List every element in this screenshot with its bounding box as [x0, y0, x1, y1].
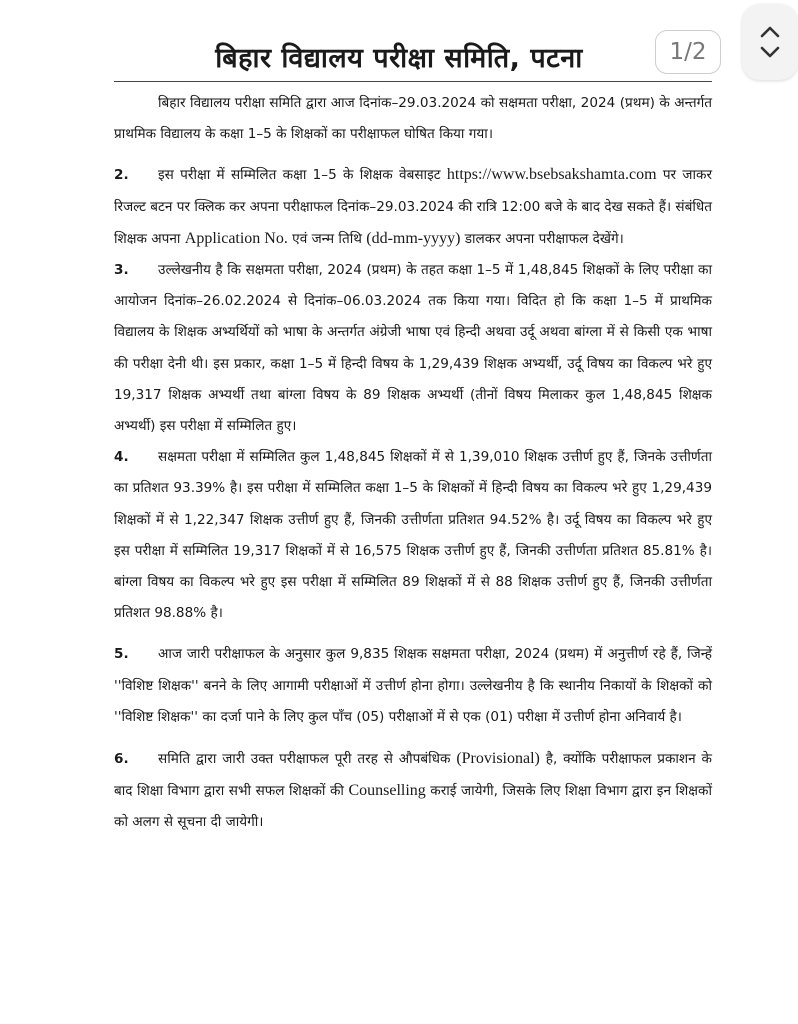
paragraph-text: डालकर अपना परीक्षाफल देखेंगे।: [460, 230, 624, 247]
paragraph-number: 2.: [114, 167, 129, 184]
paragraph-text: है, क्योंकि परीक्षाफल प्रकाशन के बाद शिक्षा विभाग द्वारा सभी सफल शिक्षकों की: [114, 751, 712, 800]
paragraph-text: उल्लेखनीय है कि सक्षमता परीक्षा, 2024 (प्रथम) के तहत कक्षा 1–5 में 1,48,845 शिक्षकों के लिए परीक्षा का आयोजन दिनांक–26.02.2024 से दिनांक–06.03.2024 तक किया गया। विदित हो कि कक्षा 1–5 में प्राथमिक विद्यालय के शिक्षक अभ्यर्थियों को भाषा के अन्तर्गत अंग्रेजी भाषा एवं हिन्दी अथवा उर्दू अथवा बांग्ला में से किसी एक भाषा की परीक्षा देनी थी। इस प्रकार, कक्षा 1–5 में हिन्दी विषय के 1,29,439 शिक्षक अभ्यर्थी, उर्दू विषय का विकल्प भरे हुए 19,317 शिक्षक अभ्यर्थी तथा बांग्ला विषय के 89 शिक्षक अभ्यर्थी (तीनों विषय मिलाकर कुल 1,48,845 शिक्षक अभ्यर्थी) इस परीक्षा में सम्मिलित हुए।: [114, 262, 712, 435]
paragraph-number: 5.: [114, 646, 129, 663]
website-link[interactable]: https://www.bsebsakshamta.com: [446, 166, 657, 184]
notice-body: [114, 88, 712, 839]
paragraph-text: कराई जायेगी, जिसके लिए शिक्षा विभाग द्वारा इन शिक्षकों को अलग से सूचना दी जायेगी।: [114, 783, 712, 831]
paragraph-text: आज जारी परीक्षाफल के अनुसार कुल 9,835 शिक्षक सक्षमता परीक्षा, 2024 (प्रथम) में अनुत्तीर्ण रहे हैं, जिन्हें ''विशिष्ट शिक्षक'' बनने के लिए आगामी परीक्षाओं में उत्तीर्ण होना होगा। उल्लेखनीय है कि स्थानीय निकायों के शिक्षकों को ''विशिष्ट शिक्षक'' का दर्जा पाने के लिए कुल पाँच (05) परीक्षाओं में से एक (01) परीक्षा में उत्तीर्ण होना अनिवार्य है।: [114, 646, 712, 725]
paragraph-number: 6.: [114, 751, 129, 768]
page-navigation: [742, 4, 798, 80]
paragraph-text: एवं जन्म तिथि: [287, 230, 367, 247]
paragraph-3: [114, 255, 712, 442]
chevron-up-icon[interactable]: [759, 25, 781, 39]
paragraph-text: सक्षमता परीक्षा में सम्मिलित कुल 1,48,845 शिक्षकों में से 1,39,010 शिक्षक उत्तीर्ण हुए हैं, जिनके उत्तीर्णता का प्रतिशत 93.39% है। इस परीक्षा में सम्मिलित कक्षा 1–5 के शिक्षकों में हिन्दी विषय का विकल्प भरे हुए 1,29,439 शिक्षकों में से 1,22,347 शिक्षक उत्तीर्ण हुए हैं, जिनकी उत्तीर्णता प्रतिशत 94.52% है। उर्दू विषय का विकल्प भरे हुए इस परीक्षा में सम्मिलित 19,317 शिक्षकों में से 16,575 शिक्षक उत्तीर्ण हुए हैं, जिनकी उत्तीर्णता प्रतिशत 85.81% है। बांग्ला विषय का विकल्प भरे हुए इस परीक्षा में सम्मिलित 89 शिक्षकों में से 88 शिक्षक उत्तीर्ण हुए हैं, जिनकी उत्तीर्णता प्रतिशत 98.88% है।: [114, 449, 712, 622]
paragraph-text: पर जाकर रिजल्ट बटन पर क्लिक कर अपना परीक्षाफल दिनांक–29.03.2024 की रात्रि 12:00 बजे के बाद देख सकते हैं। संबंधित शिक्षक अपना: [114, 167, 713, 247]
paragraph-text: समिति द्वारा जारी उक्त परीक्षाफल पूरी तरह से औपबंधिक: [158, 751, 457, 768]
paragraph-text: बिहार विद्यालय परीक्षा समिति द्वारा आज दिनांक–29.03.2024 को सक्षमता परीक्षा, 2024 (प्रथम) के अन्तर्गत प्राथमिक विद्यालय के कक्षा 1–5 के शिक्षकों का परीक्षाफल घोषित किया गया।: [114, 95, 712, 143]
page-title: बिहार विद्यालय परीक्षा समिति, पटना: [215, 43, 583, 74]
paragraph-2: [114, 159, 712, 255]
paragraph-number: 3.: [114, 262, 129, 279]
paragraph-5: [114, 639, 712, 733]
date-format-text: (dd-mm-yyyy): [366, 229, 461, 247]
counselling-text: Counselling: [348, 782, 426, 800]
page-indicator: 1/2: [655, 30, 721, 74]
paragraph-6: [114, 743, 712, 839]
chevron-down-icon[interactable]: [759, 45, 781, 59]
application-no-text: Application No.: [184, 229, 288, 247]
provisional-text: (Provisional): [456, 750, 540, 768]
title-divider: [114, 81, 712, 82]
paragraph-text: इस परीक्षा में सम्मिलित कक्षा 1–5 के शिक्षक वेबसाइट: [158, 167, 447, 184]
paragraph-4: [114, 442, 712, 629]
paragraph-1: [114, 88, 712, 150]
paragraph-number: 4.: [114, 449, 129, 466]
